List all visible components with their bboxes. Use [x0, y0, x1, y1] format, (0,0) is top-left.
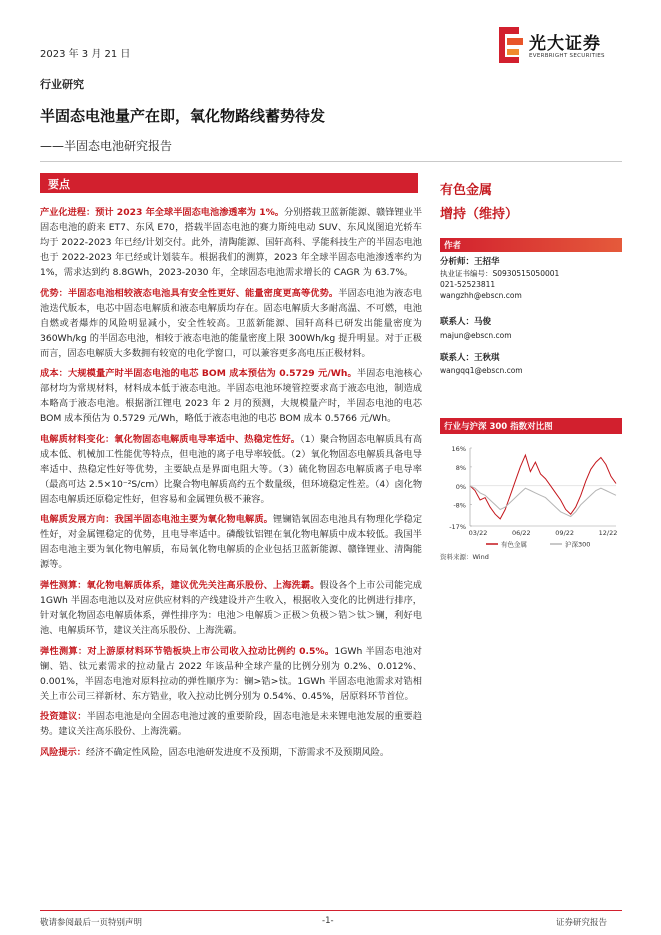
contact-role: 联系人： — [440, 317, 475, 327]
summary-paragraph — [40, 286, 422, 361]
performance-chart — [440, 440, 622, 565]
summary-body — [40, 205, 422, 765]
sector-name: 有色金属 — [440, 183, 493, 198]
x-tick-label: 03/22 — [468, 529, 488, 537]
paragraph-text: 半固态电池为液态电池迭代版本，电芯中固态电解质和液态电解质均存在。固态电解质大多耐高温、不可燃，电池自燃或者爆炸的风险明显减小，安全性较高。卫蓝新能源、国轩高科已研发出能量密度为 360Wh/kg 的半固态电池，相较于液态电池的能量密度上限 300Wh/kg 提升明显。对于正极而言，固态电解质大多数拥有较宽的电化学窗口，可以兼容更多高电压正极材料。 — [40, 287, 422, 359]
logo-text-en: EVERBRIGHT SECURITIES — [529, 53, 605, 59]
paragraph-heading: 电解质材料变化：氧化物固态电解质电导率适中、热稳定性好。 — [40, 433, 301, 445]
contact-email[interactable]: majun@ebscn.com — [440, 331, 512, 340]
legend-label: 有色金属 — [501, 540, 527, 549]
cert-label: 执业证书编号： — [440, 269, 493, 278]
summary-paragraph — [40, 366, 422, 426]
author-label: 作者 — [444, 241, 462, 251]
summary-paragraph — [40, 205, 422, 280]
chart-source: 资料来源：Wind — [440, 553, 489, 561]
paragraph-text: 1GWh 半固态电池对镧、锆、钛元素需求的拉动量占 2022 年该品种全球产量的比例分别为 0.2%、0.012%、0.001%，半固态电池对原料拉动的弹性顺序为：镧>锆>钛。1GWh 半固态电池需求对锆相关上市公司三祥新材、东方锆业，收入拉动比例分别为 0.54%、0.45%，居原料环节首位。 — [40, 645, 422, 702]
contact-line — [440, 353, 500, 363]
paragraph-text: 锂镧锆氧固态电池具有物理化学稳定性好，对金属锂稳定的优势，且电导率适中。磷酸钛铝锂在氧化物电解质中成本较低。我国半固态电池主要为氧化物电解质，布局氧化物电解质的企业包括卫蓝新能源、赣锋锂业、清陶能源等。 — [40, 514, 423, 571]
y-tick-label: 16% — [451, 445, 466, 453]
logo-text-cn: 光大证券 — [529, 34, 601, 54]
paragraph-heading: 优势：半固态电池相较液态电池具有安全性更好、能量密度更高等优势。 — [40, 287, 339, 299]
summary-paragraph — [40, 745, 422, 760]
summary-paragraph — [40, 709, 422, 739]
contact-name: 马俊 — [474, 317, 492, 327]
paragraph-heading: 产业化进程：预计 2023 年全球半固态电池渗透率为 1%。 — [40, 207, 285, 218]
logo-mark-icon — [499, 27, 523, 63]
summary-paragraph — [40, 512, 422, 572]
y-tick-label: -8% — [453, 501, 466, 510]
analyst-line — [440, 257, 500, 267]
page-number: -1- — [322, 916, 334, 926]
report-subtitle: ——半固态电池研究报告 — [40, 139, 173, 153]
legend-label: 沪深300 — [565, 540, 591, 549]
paragraph-heading: 成本：大规模量产时半固态电池的电芯 BOM 成本预估为 0.5729 元/Wh。 — [40, 368, 357, 380]
paragraph-text: 半固态电池是向全固态电池过渡的重要阶段，固态电池是未来锂电池发展的重要趋势。建议关注高乐股份、上海洗霸。 — [40, 711, 423, 738]
rating: 增持（维持） — [440, 207, 519, 222]
contact-role: 联系人： — [440, 353, 475, 363]
chart-header — [440, 418, 622, 434]
report-title: 半固态电池量产在即，氧化物路线蓄势待发 — [40, 107, 326, 125]
analyst-cert — [440, 269, 559, 279]
header-divider — [40, 161, 622, 162]
paragraph-text: 分别搭载卫蓝新能源、赣锋锂业半固态电池的蔚来 ET7、东风 E70，搭载半固态电池的赛力斯纯电动 SUV、东风岚图追光轿车均于 2022-2023 年已经/计划交付。此外，清陶能源、国轩高科、孚能科技生产的半固态电池也于 2022-2023 年已经或计划装车。根据我们的测算，2023 年全球半固态电池渗透率约为 1%，需求达到约 8.8GWh，2023-2030 年，全球固态电池需求增长的 CAGR 为 63.7%。 — [40, 207, 423, 278]
author-header — [440, 238, 622, 252]
y-tick-label: 0% — [455, 482, 466, 491]
paragraph-heading: 投资建议： — [40, 711, 87, 723]
series-line — [470, 455, 616, 519]
analyst-email[interactable]: wangzhh@ebscn.com — [440, 291, 522, 300]
x-tick-label: 06/22 — [511, 529, 531, 537]
cert-number: S0930515050001 — [492, 269, 560, 278]
summary-paragraph — [40, 432, 422, 507]
paragraph-heading: 风险提示： — [40, 746, 86, 758]
paragraph-text: （1）聚合物固态电解质具有高成本低、机械加工性能优等特点，但电池的离子电导率较低。（2）氧化物固态电解质具备电导率适中、热稳定性好等优势，主要缺点是界面电阻大等。（3）硫化物固态电解质离子电导率（最高可达 2.5×10⁻²S/cm）比聚合物电解质高约五个数量级，但环境稳定性差。（4）卤化物固态电解质还原稳定性好，但容易和金属锂负极不兼容。 — [40, 433, 423, 505]
paragraph-heading: 弹性测算：氧化物电解质体系，建议优先关注高乐股份、上海洗霸。 — [40, 579, 320, 591]
paragraph-text: 假设各个上市公司能完成 1GWh 半固态电池以及对应供应材料的产线建设并产生收入，根据收入变化的比例进行排序，针对氧化物固态电解质体系，弹性排序为：电池＞电解质＞正极＞负极＞锆＞钛＞镧，利好电池、电解质环节，建议关注高乐股份、上海洗霸。 — [40, 579, 422, 636]
contact-name: 王秋琪 — [474, 353, 500, 363]
y-tick-label: 8% — [455, 463, 466, 472]
footer-report-type: 证券研究报告 — [556, 918, 608, 928]
summary-paragraph — [40, 644, 422, 704]
company-logo — [499, 27, 629, 71]
paragraph-heading: 电解质发展方向：我国半固态电池主要为氧化物电解质。 — [40, 514, 274, 526]
analyst-name: 王招华 — [474, 257, 500, 267]
footer-divider — [40, 910, 622, 911]
analyst-role: 分析师： — [440, 257, 475, 267]
x-tick-label: 09/22 — [555, 529, 575, 537]
report-date: 2023 年 3 月 21 日 — [40, 49, 131, 60]
paragraph-heading: 弹性测算：对上游原材料环节锆板块上市公司收入拉动比例约 0.5%。 — [40, 645, 335, 657]
chart-title: 行业与沪深 300 指数对比图 — [444, 422, 553, 432]
paragraph-text: 经济不确定性风险，固态电池研发进度不及预期，下游需求不及预期风险。 — [85, 746, 390, 758]
paragraph-text: 半固态电池核心部材均为常规材料，材料成本低于液态电池。半固态电池环境管控要求高于液态电池，制造成本略高于液态电池。根据浙江锂电 2023 年 2 月的预测，大规模量产时，半固态电池的电芯 BOM 成本预估为 0.5729 元/Wh，略低于液态电池的电芯 BOM 成本 0.5766 元/Wh。 — [40, 368, 423, 425]
contact-line — [440, 317, 491, 327]
y-tick-label: -17% — [449, 523, 466, 531]
footer-disclaimer: 敬请参阅最后一页特别声明 — [40, 918, 143, 928]
series-line — [470, 486, 616, 517]
contact-email[interactable]: wangqq1@ebscn.com — [440, 366, 523, 375]
report-category: 行业研究 — [40, 78, 84, 91]
summary-header — [40, 173, 418, 193]
analyst-phone: 021-52523811 — [440, 280, 496, 289]
x-tick-label: 12/22 — [598, 529, 618, 537]
summary-label: 要点 — [48, 178, 70, 191]
summary-paragraph — [40, 578, 422, 638]
